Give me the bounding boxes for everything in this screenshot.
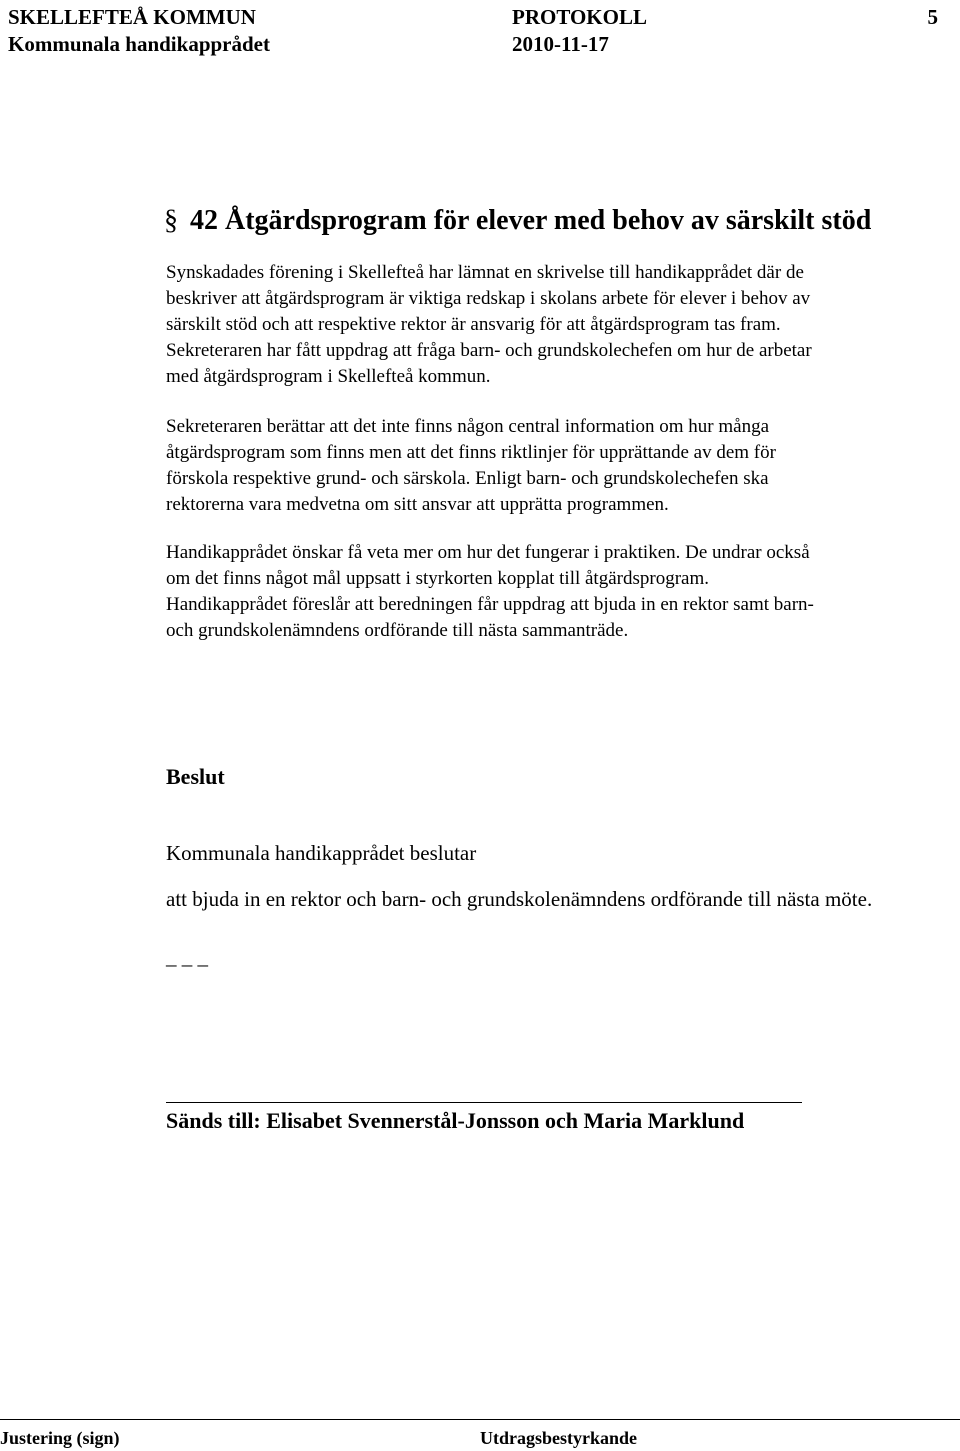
municipality-name: SKELLEFTEÅ KOMMUN: [8, 5, 256, 29]
section-end-mark: _ _ _: [166, 945, 208, 969]
decision-heading: Beslut: [166, 764, 225, 789]
distribution-list: Sänds till: Elisabet Svennerstål-Jonsson och Maria Marklund: [166, 1108, 745, 1133]
page-number: 5: [927, 5, 938, 29]
paragraph-line: åtgärdsprogram som finns men att det finns riktlinjer för upprättande av dem för: [166, 442, 776, 463]
paragraph-line: särskilt stöd och att respektive rektor är ansvarig för att åtgärdsprogram tas fram.: [166, 314, 781, 335]
footer-divider: [0, 1419, 960, 1420]
paragraph-line: beskriver att åtgärdsprogram är viktiga redskap i skolans arbete för elever i behov av: [166, 288, 811, 309]
meeting-date: 2010-11-17: [512, 32, 609, 56]
paragraph-council-proposal: [166, 540, 926, 644]
paragraph-line: och grundskolenämndens ordförande till nästa sammanträde.: [166, 620, 629, 641]
paragraph-background: [166, 260, 926, 390]
council-name: Kommunala handikapprådet: [8, 32, 270, 56]
paragraph-secretary-report: [166, 414, 926, 518]
paragraph-line: Sekreteraren har fått uppdrag att fråga barn- och grundskolechefen om hur de arbetar: [166, 340, 812, 361]
decision-text: att bjuda in en rektor och barn- och grundskolenämndens ordförande till nästa möte.: [166, 887, 873, 911]
paragraph-line: Sekreteraren berättar att det inte finns någon central information om hur många: [166, 416, 770, 437]
paragraph-line: Handikapprådet föreslår att beredningen får uppdrag att bjuda in en rektor samt barn-: [166, 594, 814, 615]
distribution-divider: [166, 1102, 802, 1103]
paragraph-line: Synskadades förening i Skellefteå har lämnat en skrivelse till handikapprådet där de: [166, 262, 804, 283]
paragraph-line: Handikapprådet önskar få veta mer om hur det fungerar i praktiken. De undrar också: [166, 542, 810, 563]
section-heading: [164, 203, 871, 239]
signature-label: Justering (sign): [0, 1428, 120, 1448]
decision-intro: Kommunala handikapprådet beslutar: [166, 841, 477, 865]
document-type: PROTOKOLL: [512, 5, 647, 29]
paragraph-line: om det finns något mål uppsatt i styrkorten kopplat till åtgärdsprogram.: [166, 568, 709, 589]
section-title: 42 Åtgärdsprogram för elever med behov av särskilt stöd: [190, 205, 872, 236]
paragraph-line: förskola respektive grund- och särskola. Enligt barn- och grundskolechefen ska: [166, 468, 769, 489]
paragraph-line: rektorerna vara medvetna om sitt ansvar att upprätta programmen.: [166, 494, 669, 515]
paragraph-line: med åtgärdsprogram i Skellefteå kommun.: [166, 366, 491, 387]
certified-extract-label: Utdragsbestyrkande: [480, 1428, 638, 1448]
section-symbol: §: [164, 205, 178, 236]
